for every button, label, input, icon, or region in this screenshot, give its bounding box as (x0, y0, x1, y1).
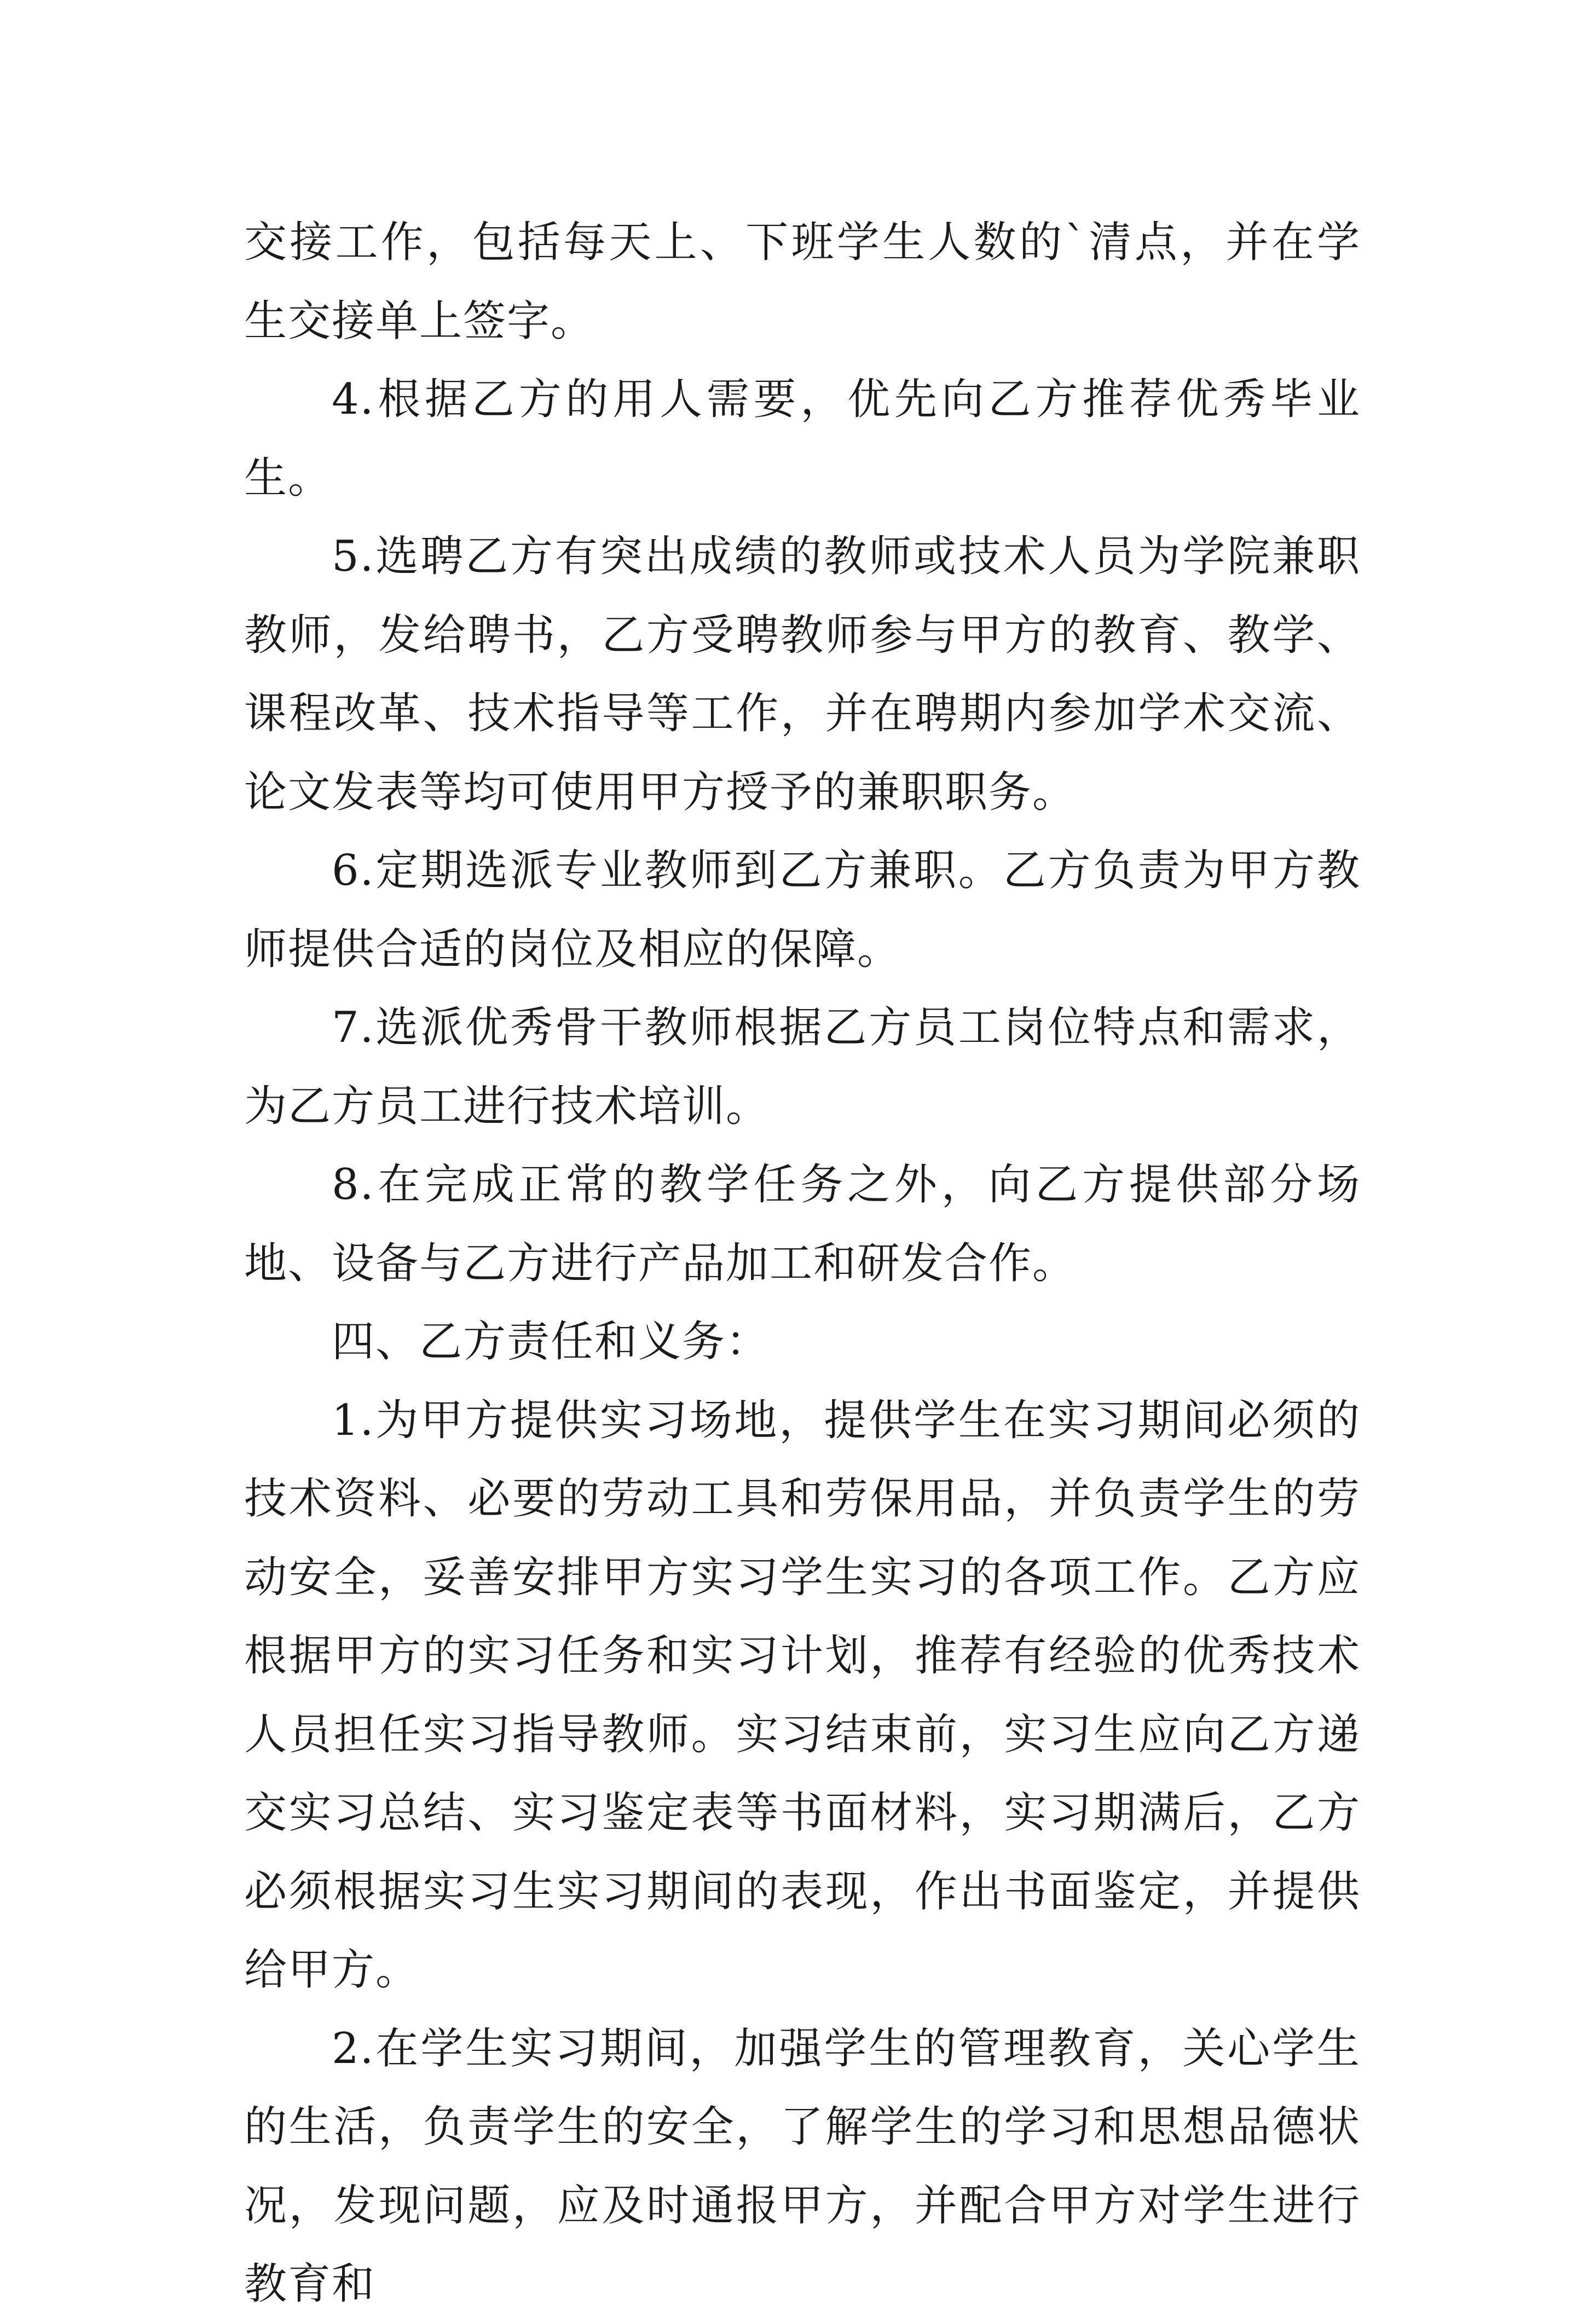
paragraph-item-4: 4.根据乙方的用人需要，优先向乙方推荐优秀毕业生。 (244, 375, 1361, 503)
paragraph-item-5: 5.选聘乙方有突出成绩的教师或技术人员为学院兼职教师，发给聘书，乙方受聘教师参与甲方的教育、教学、课程改革、技术指导等工作，并在聘期内参加学术交流、论文发表等均可使用甲方授予的兼职职务。 (244, 532, 1361, 817)
paragraph-item-8: 8.在完成正常的教学任务之外，向乙方提供部分场地、设备与乙方进行产品加工和研发合作。 (244, 1160, 1361, 1288)
section-heading-party-b: 四、乙方责任和义务： (332, 1317, 770, 1366)
paragraph-party-b-item-2: 2.在学生实习期间，加强学生的管理教育，关心学生的生活，负责学生的安全，了解学生的学习和思想品德状况，发现问题，应及时通报甲方，并配合甲方对学生进行教育和 (244, 2024, 1361, 2309)
paragraph-continuation: 交接工作，包括每天上、下班学生人数的`清点，并在学生交接单上签字。 (244, 218, 1361, 346)
paragraph-item-7: 7.选派优秀骨干教师根据乙方员工岗位特点和需求，为乙方员工进行技术培训。 (244, 1003, 1361, 1131)
paragraph-party-b-item-1: 1.为甲方提供实习场地，提供学生在实习期间必须的技术资料、必要的劳动工具和劳保用品，并负责学生的劳动安全，妥善安排甲方实习学生实习的各项工作。乙方应根据甲方的实习任务和实习计划，推荐有经验的优秀技术人员担任实习指导教师。实习结束前，实习生应向乙方递交实习总结、实习鉴定表等书面材料，实习期满后，乙方必须根据实习生实习期间的表现，作出书面鉴定，并提供给甲方。 (244, 1395, 1361, 1995)
paragraph-item-6: 6.定期选派专业教师到乙方兼职。乙方负责为甲方教师提供合适的岗位及相应的保障。 (244, 846, 1361, 974)
document-body (244, 204, 1361, 2324)
